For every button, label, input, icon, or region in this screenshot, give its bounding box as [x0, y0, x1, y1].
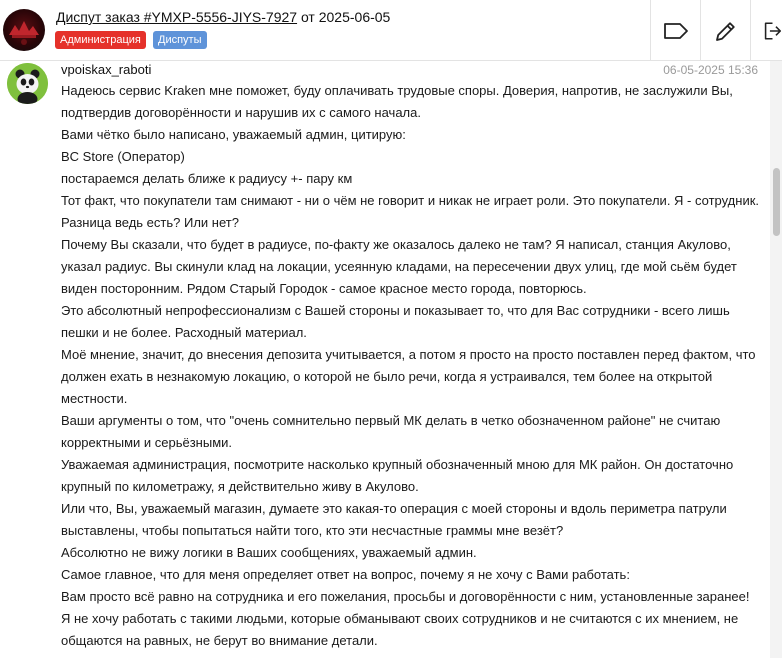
message-line: Или что, Вы, уважаемый магазин, думаете это какая-то операция с моей стороны и вдоль периметра патрули выставлены, чтобы попытаться найти того, кто эти несчастные граммы мне везёт?	[61, 501, 727, 538]
dispute-header	[0, 0, 782, 61]
order-date: от 2025-06-05	[297, 9, 391, 25]
username[interactable]: vpoiskax_raboti	[61, 62, 152, 77]
pencil-icon	[714, 19, 738, 43]
tag-disputes[interactable]: Диспуты	[153, 31, 207, 49]
order-link[interactable]: Диспут заказ #YMXP-5556-JIYS-7927	[56, 9, 298, 25]
message-line: Уважаемая администрация, посмотрите насколько крупный обозначенный мною для МК район. Он достаточно крупный по километражу, я действительно живу в Акулово.	[61, 457, 734, 494]
message-line: BC Store (Оператор)	[61, 149, 185, 164]
page-title	[56, 8, 390, 26]
tag-administration[interactable]: Администрация	[55, 31, 146, 49]
timestamp: 06-05-2025 15:36	[663, 63, 758, 77]
message-line: Это абсолютный непрофессионализм с Вашей стороны и показывает то, что для Вас сотрудники - всего лишь пешки и не более. Расходный материал.	[61, 303, 730, 340]
message-line: Почему Вы сказали, что будет в радиусе, по-факту же оказалось далеко не там? Я написал, станция Акулово, указал радиус. Вы скинули клад на локации, усеянную кладами, на пересечении двух улиц, где мой сьём будет виден посторонним. Рядом Старый Городок - самое красное место города, повторюсь.	[61, 237, 737, 296]
message-line: Ваши аргументы о том, что "очень сомнительно первый МК делать в четко обозначенном районе" не считаю корректными и серьёзными.	[61, 413, 721, 450]
tag-button[interactable]	[650, 0, 700, 61]
message-line: Вам просто всё равно на сотрудника и его пожелания, просьбы и договорённости с ним, установленные заранее! Я не хочу работать с такими людьми, которые обманывают своих сотрудников и не считаются с их мнением, не общаются на равных, не берут во внимание детали.	[61, 589, 750, 648]
message-line: Вами чётко было написано, уважаемый админ, цитирую:	[61, 127, 406, 142]
message-line: постараемся делать ближе к радиусу +- пару км	[61, 171, 353, 186]
scrollbar-track[interactable]	[770, 61, 782, 658]
message-line: Моё мнение, значит, до внесения депозита учитывается, а потом я просто на просто поставлен перед фактом, что должен ехать в незнакомую локацию, о которой не было речи, когда я устраивался, тем более на открытой местности.	[61, 347, 756, 406]
edit-button[interactable]	[700, 0, 750, 61]
store-avatar[interactable]	[3, 9, 45, 51]
exit-button[interactable]	[750, 0, 782, 61]
message-line: Абсолютно не вижу логики в Ваших сообщениях, уважаемый админ.	[61, 545, 477, 560]
tag-icon	[663, 21, 689, 41]
user-avatar[interactable]	[7, 63, 48, 104]
message-line: Тот факт, что покупатели там снимают - ни о чём не говорит и никак не играет роли. Это покупатели. Я - сотрудник. Разница ведь есть? Или нет?	[61, 193, 760, 230]
message-line: Надеюсь сервис Kraken мне поможет, буду оплачивать трудовые споры. Доверия, напротив, не заслужили Вы, подтвердив договорённости и нарушив их с самого начала.	[61, 83, 733, 120]
scrollbar-thumb[interactable]	[773, 168, 780, 236]
message-line: Самое главное, что для меня определяет ответ на вопрос, почему я не хочу с Вами работать:	[61, 567, 630, 582]
message-post	[0, 61, 770, 658]
exit-icon	[763, 19, 782, 43]
message-body	[61, 80, 759, 652]
